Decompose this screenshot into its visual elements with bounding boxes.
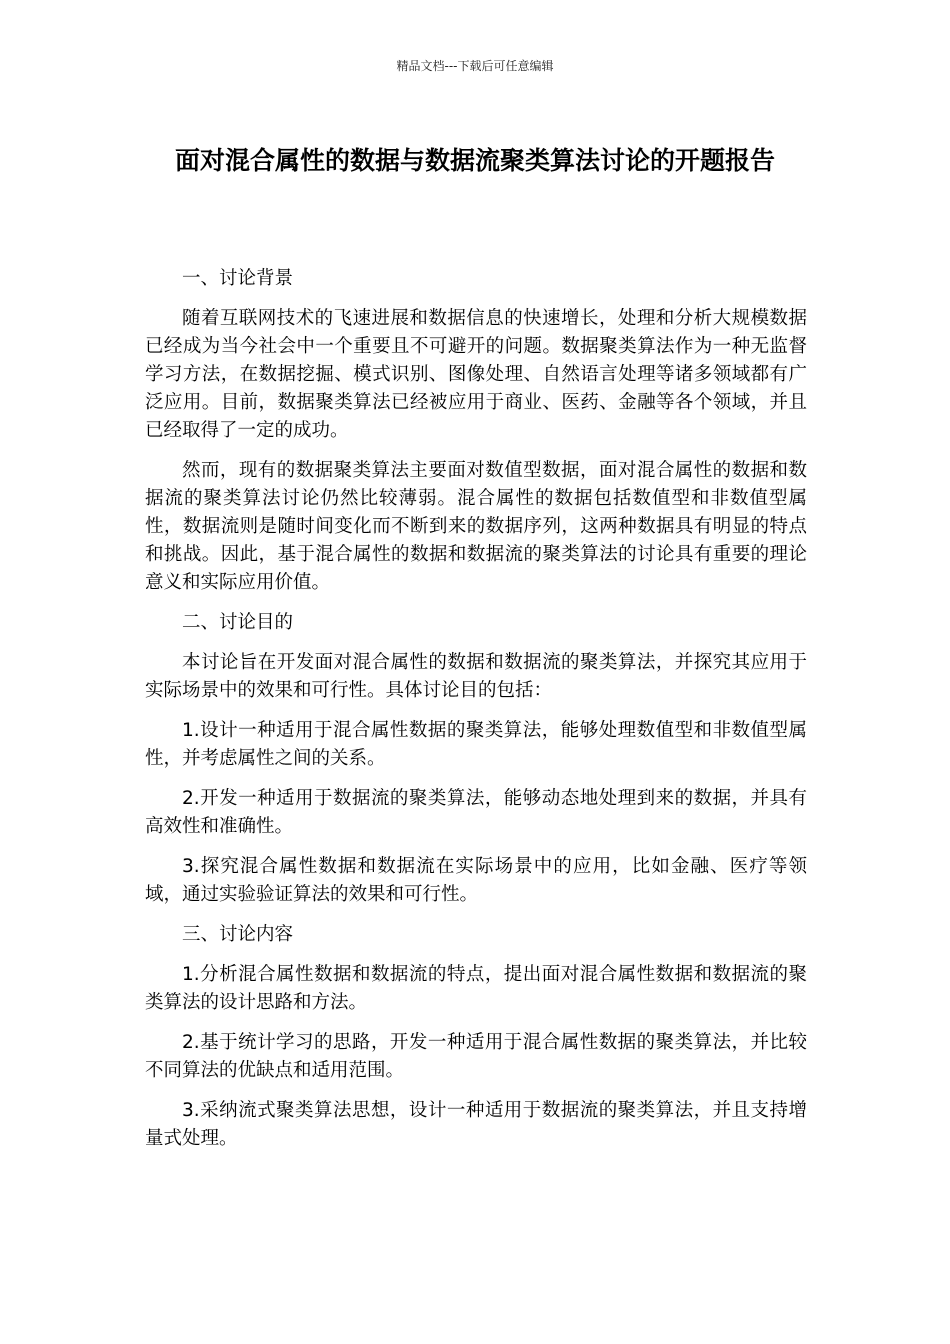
section-heading-background: 一、讨论背景 bbox=[182, 268, 294, 289]
paragraph-purpose-intro: 本讨论旨在开发面对混合属性的数据和数据流的聚类算法，并探究其应用于实际场景中的效果和可行性。具体讨论目的包括： bbox=[145, 652, 807, 701]
page-header: 精品文档---下载后可任意编辑 bbox=[396, 59, 554, 73]
document-body bbox=[145, 265, 807, 1165]
section-heading-content: 三、讨论内容 bbox=[182, 924, 294, 945]
document-title: 面对混合属性的数据与数据流聚类算法讨论的开题报告 bbox=[174, 146, 775, 175]
purpose-item-3: 3.探究混合属性数据和数据流在实际场景中的应用，比如金融、医疗等领域，通过实验验证算法的效果和可行性。 bbox=[145, 856, 807, 905]
content-item-2: 2.基于统计学习的思路，开发一种适用于混合属性数据的聚类算法，并比较不同算法的优缺点和适用范围。 bbox=[145, 1032, 807, 1081]
purpose-item-1: 1.设计一种适用于混合属性数据的聚类算法，能够处理数值型和非数值型属性，并考虑属性之间的关系。 bbox=[145, 720, 807, 769]
paragraph-background-2: 然而，现有的数据聚类算法主要面对数值型数据，面对混合属性的数据和数据流的聚类算法讨论仍然比较薄弱。混合属性的数据包括数值型和非数值型属性，数据流则是随时间变化而不断到来的数据序列，这两种数据具有明显的特点和挑战。因此，基于混合属性的数据和数据流的聚类算法的讨论具有重要的理论意义和实际应用价值。 bbox=[145, 460, 807, 593]
content-item-3: 3.采纳流式聚类算法思想，设计一种适用于数据流的聚类算法，并且支持增量式处理。 bbox=[145, 1100, 807, 1149]
purpose-item-2: 2.开发一种适用于数据流的聚类算法，能够动态地处理到来的数据，并具有高效性和准确性。 bbox=[145, 788, 807, 837]
paragraph-background-1: 随着互联网技术的飞速进展和数据信息的快速增长，处理和分析大规模数据已经成为当今社会中一个重要且不可避开的问题。数据聚类算法作为一种无监督学习方法，在数据挖掘、模式识别、图像处理、自然语言处理等诸多领域都有广泛应用。目前，数据聚类算法已经被应用于商业、医药、金融等各个领域，并且已经取得了一定的成功。 bbox=[145, 308, 807, 441]
content-item-1: 1.分析混合属性数据和数据流的特点，提出面对混合属性数据和数据流的聚类算法的设计思路和方法。 bbox=[145, 964, 807, 1013]
section-heading-purpose: 二、讨论目的 bbox=[182, 612, 294, 633]
